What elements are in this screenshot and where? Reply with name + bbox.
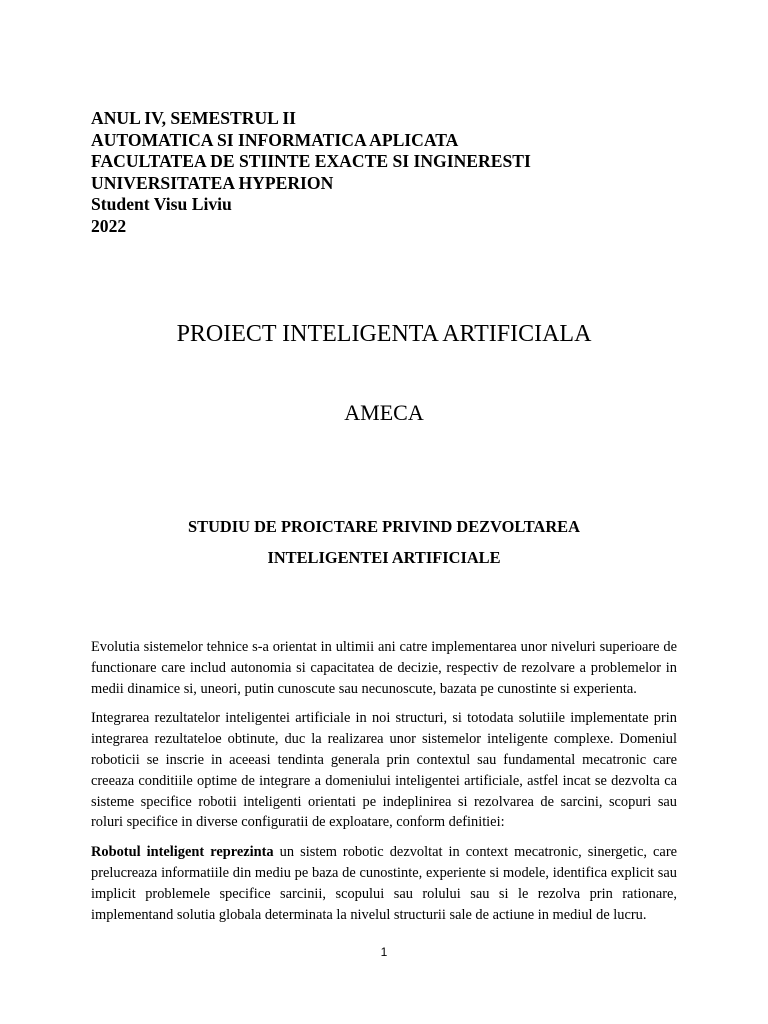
paragraph-3 — [91, 842, 677, 925]
paragraph-2: Integrarea rezultatelor inteligentei artificiale in noi structuri, si totodata solutiile implementate prin integrarea rezultateloe obtinute, duc la realizarea unor sistemelor inteligente complexe. Domeniul roboticii se inscrie in aceeasi tendinta generala prin contextul sau fundamental mecatronic care creeaza conditiile optime de integrare a domeniului inteligentei artificiale, astfel incat se dezvolta ca sisteme specifice robotii inteligenti orientati pe indeplinirea si rezolvarea de sarcini, scopuri sau roluri specifice in diverse configuratii de exploatare, conform definitiei: — [91, 710, 677, 831]
paragraph-1: Evolutia sistemelor tehnice s-a orientat in ultimii ani catre implementarea unor niveluri superioare de functionare care includ autonomia si capacitatea de decizie, respectiv de rezolvare a problemelor in medii dinamice si, uneori, putin cunoscute sau necunoscute, bazata pe cunostinte si experienta. — [91, 639, 677, 697]
header-faculty: FACULTATEA DE STIINTE EXACTE SI INGINERESTI — [91, 151, 531, 172]
page-number: 1 — [380, 945, 388, 959]
study-heading-line-1: STUDIU DE PROICTARE PRIVIND DEZVOLTAREA — [188, 517, 580, 536]
study-heading-line-2: INTELIGENTEI ARTIFICIALE — [267, 548, 501, 567]
header-program: AUTOMATICA SI INFORMATICA APLICATA — [91, 129, 459, 150]
header-student: Student Visu Liviu — [91, 194, 232, 215]
paragraph-3-bold-term: Robotul inteligent reprezinta — [91, 844, 274, 861]
body-text — [91, 637, 677, 934]
header-year: 2022 — [91, 215, 127, 236]
header-university: UNIVERSITATEA HYPERION — [91, 172, 334, 193]
document-title: PROIECT INTELIGENTA ARTIFICIALA — [176, 321, 592, 347]
paragraph-3-text: un sistem robotic dezvoltat in context mecatronic, sinergetic, care prelucreaza informatiile din mediu pe baza de cunostinte, experiente si modele, identifica explicit sau implicit problemele specifice sarcinii, scopului sau rolului sau si le rezolva prin rationare, implementand solutia globala determinata la nivelul structurii sale de actiune in mediul de lucru. — [91, 844, 677, 923]
document-subtitle: AMECA — [344, 400, 424, 425]
header-year-semester: ANUL IV, SEMESTRUL II — [91, 108, 297, 128]
study-heading — [0, 511, 768, 573]
document-header — [91, 108, 531, 238]
